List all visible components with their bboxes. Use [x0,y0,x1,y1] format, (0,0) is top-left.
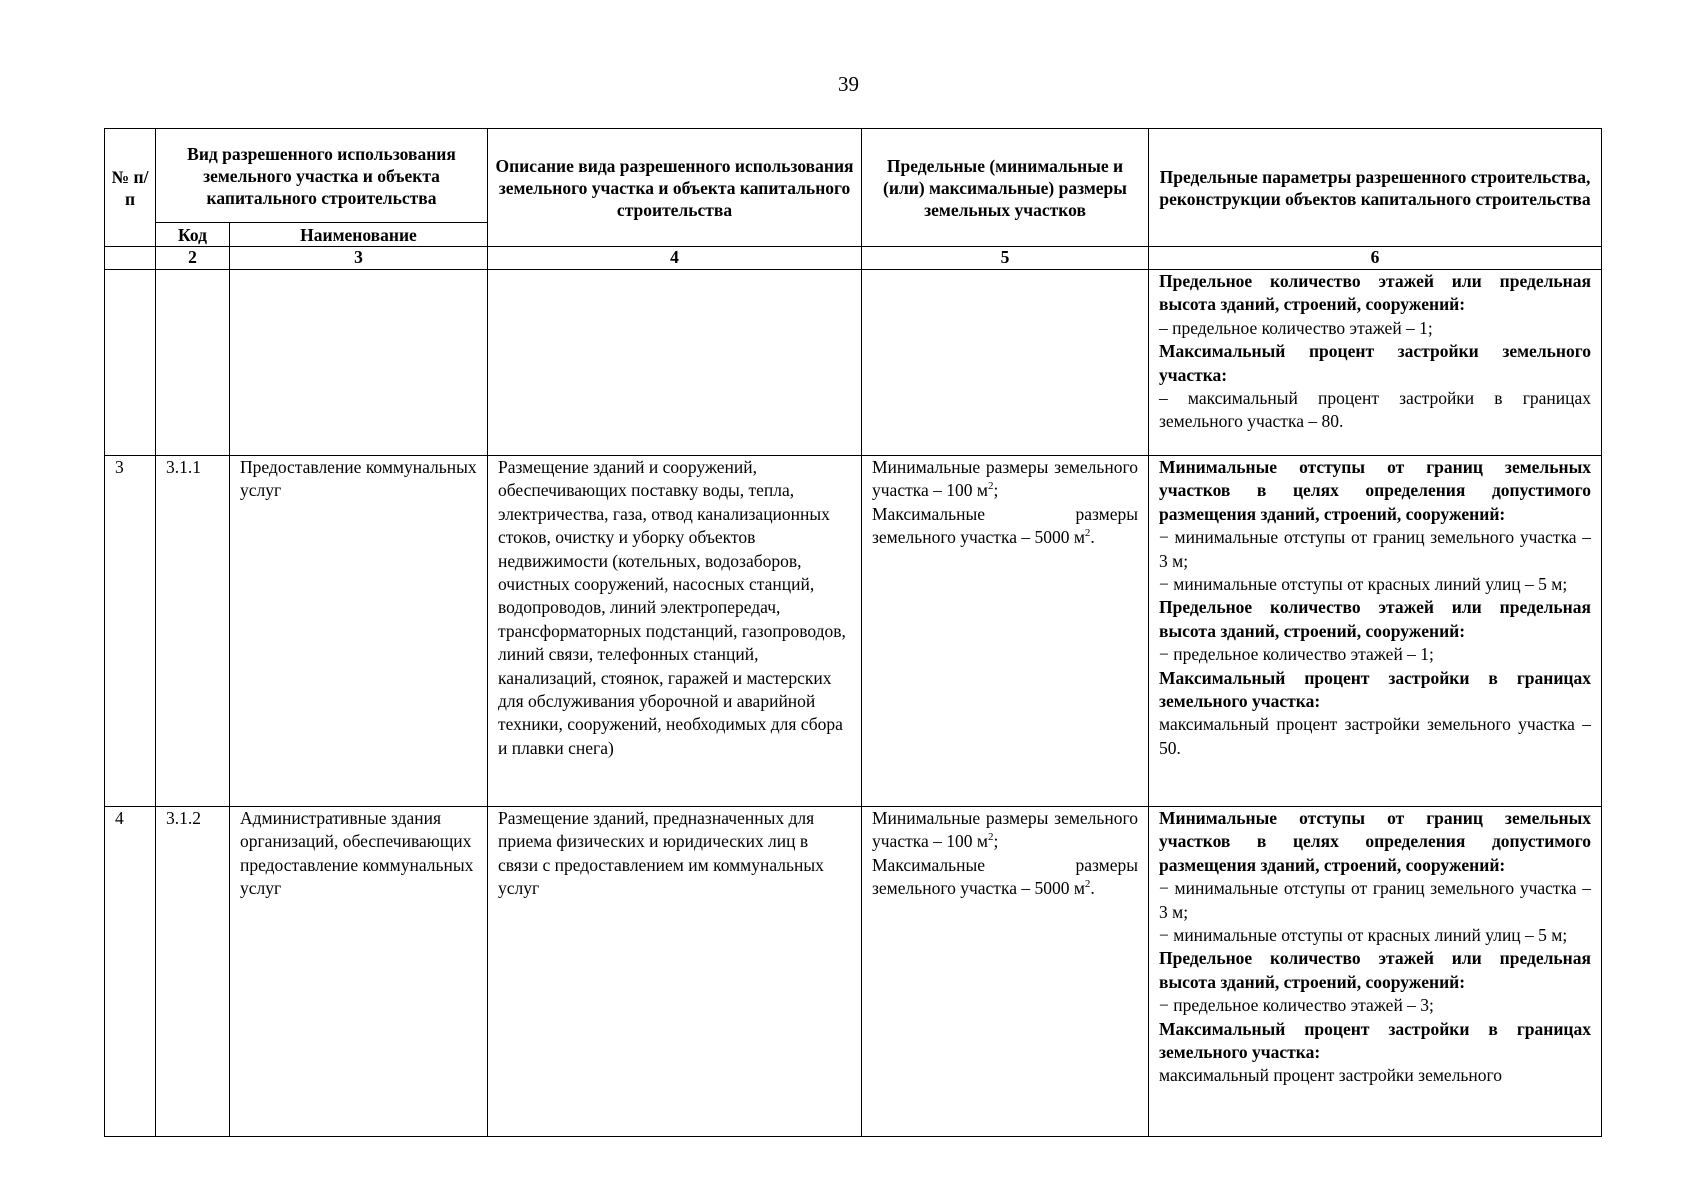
param-line: Предельное количество этажей или предельная высота зданий, строений, сооружений: [1159,271,1591,315]
cell-description: Размещение зданий, предназначенных для приема физических и юридических лиц в связи с предоставлением им коммунальных услуг [488,807,862,1137]
param-line: – максимальный процент застройки в границах земельного участка – 80. [1159,388,1591,432]
param-line: максимальный процент застройки земельного участка – 50. [1159,714,1591,758]
cell-code: 3.1.1 [156,456,230,807]
column-number: 3 [230,247,488,270]
param-line: − минимальные отступы от красных линий улиц – 5 м; [1159,925,1568,946]
cell-num: 4 [105,807,156,1137]
min-size-text: Минимальные размеры земельного участка – 100 $м^2$; [872,808,1138,852]
cell-name [230,270,488,456]
table-row-continuation [105,270,1602,456]
page-number: 39 [838,72,859,96]
cell-description: Размещение зданий и сооружений, обеспечивающих поставку воды, тепла, электричества, газа, отвод канализационных стоков, очистку и уборку объектов недвижимости (котельных, водозаборов, очистных сооружений, насосных станций, водопроводов, линий электропередач, трансформаторных подстанций, газопроводов, линий связи, телефонных станций, канализаций, стоянок, гаражей и мастерских для обслуживания уборочной и аварийной техники, сооружений, необходимых для сбора и плавки снега) [488,456,862,807]
column-number: 2 [156,247,230,270]
max-size-text: Максимальные размеры земельного участка – 5000 $м^2$. [872,854,1138,899]
param-line: Минимальные отступы от границ земельных участков в целях определения допустимого размещения зданий, строений, сооружений: [1159,457,1591,524]
cell-sizes [862,270,1149,456]
cell-sizes [862,807,1149,1137]
param-line: Максимальный процент застройки в границах земельного участка: [1159,1018,1591,1063]
column-number: 4 [488,247,862,270]
cell-params [1149,807,1602,1137]
cell-num [105,270,156,456]
land-use-table [104,128,1602,1137]
header-params: Предельные параметры разрешенного строительства, реконструкции объектов капитального строительства [1149,129,1602,247]
param-line: максимальный процент застройки земельного [1159,1065,1503,1086]
cell-code: 3.1.2 [156,807,230,1137]
column-number: 6 [1149,247,1602,270]
header-description: Описание вида разрешенного использования земельного участка и объекта капитального строительства [488,129,862,247]
param-line: − предельное количество этажей – 1; [1159,644,1434,665]
header-use-type-group: Вид разрешенного использования земельного участка и объекта капитального строительства [156,129,488,223]
param-line: – предельное количество этажей – 1; [1159,317,1433,338]
param-line: Предельное количество этажей или предельная высота зданий, строений, сооружений: [1159,597,1591,641]
param-line: − предельное количество этажей – 3; [1159,995,1434,1016]
max-size-text: Максимальные размеры земельного участка – 5000 $м^2$. [872,503,1138,548]
cell-name: Предоставление коммунальных услуг [230,456,488,807]
column-numbers-row [105,247,1602,270]
param-line: − минимальные отступы от границ земельного участка – 3 м; [1159,527,1591,571]
table-row [105,456,1602,807]
column-number [105,247,156,270]
cell-num: 3 [105,456,156,807]
param-line: Предельное количество этажей или предельная высота зданий, строений, сооружений: [1159,948,1591,992]
table-row [105,807,1602,1137]
min-size-text: Минимальные размеры земельного участка – 100 $м^2$; [872,457,1138,501]
param-line: − минимальные отступы от красных линий улиц – 5 м; [1159,574,1568,595]
cell-name: Административные здания организаций, обеспечивающих предоставление коммунальных услуг [230,807,488,1137]
header-sizes: Предельные (минимальные и (или) максимальные) размеры земельных участков [862,129,1149,247]
cell-description [488,270,862,456]
header-code: Код [156,223,230,247]
param-line: Максимальный процент застройки в границах земельного участка: [1159,667,1591,712]
column-number: 5 [862,247,1149,270]
header-num: № п/п [105,129,156,247]
header-name: Наименование [230,223,488,247]
cell-params [1149,270,1602,456]
cell-sizes [862,456,1149,807]
cell-params [1149,456,1602,807]
param-line: − минимальные отступы от границ земельного участка – 3 м; [1159,878,1591,922]
cell-code [156,270,230,456]
param-line: Максимальный процент застройки земельного участка: [1159,341,1591,385]
param-line: Минимальные отступы от границ земельных участков в целях определения допустимого размещения зданий, строений, сооружений: [1159,808,1591,875]
